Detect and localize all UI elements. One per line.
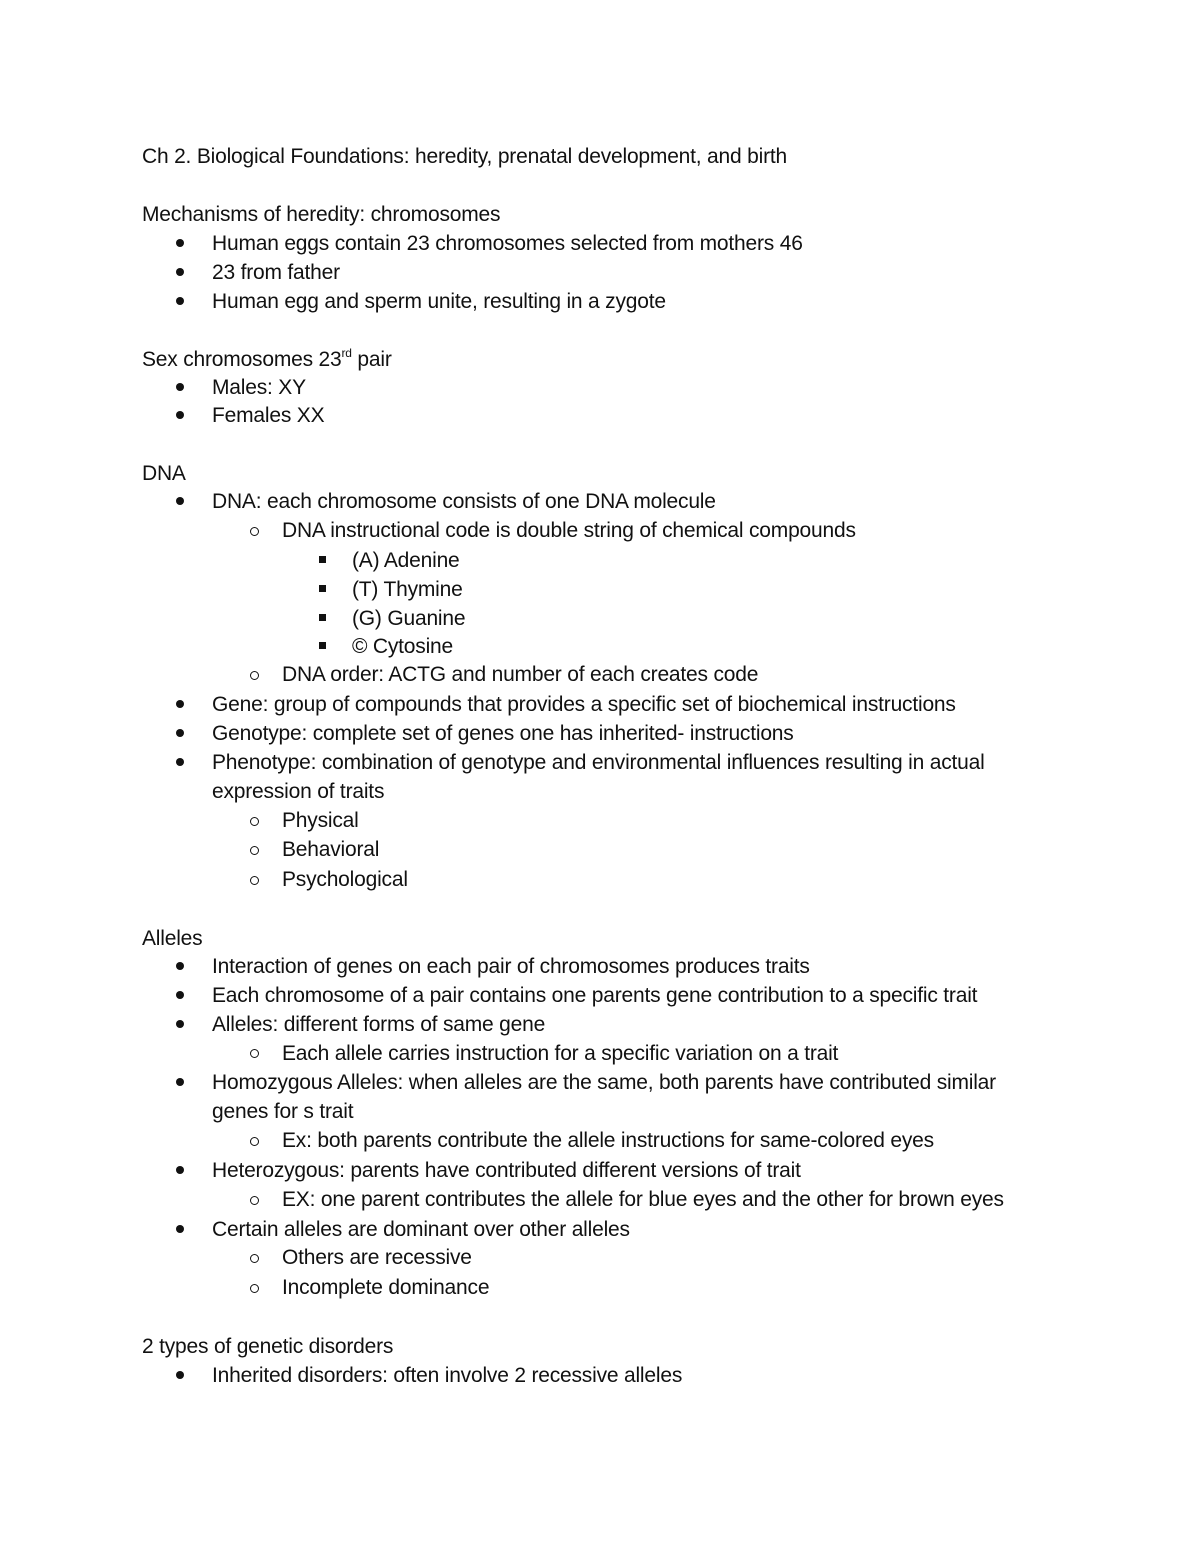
bullet-square bbox=[319, 642, 326, 649]
heading-heredity: Mechanisms of heredity: chromosomes bbox=[142, 203, 501, 226]
list-item: Each chromosome of a pair contains one parents gene contribution to a specific trait bbox=[212, 984, 978, 1007]
bullet-circle bbox=[250, 817, 259, 826]
bullet-circle bbox=[250, 1049, 259, 1058]
list-item: 23 from father bbox=[212, 261, 340, 284]
heading-sex-chromosomes: Sex chromosomes 23rd pair bbox=[142, 346, 392, 371]
list-item: Genotype: complete set of genes one has inherited- instructions bbox=[212, 722, 794, 745]
bullet-dot bbox=[176, 1371, 184, 1379]
bullet-dot bbox=[176, 1078, 184, 1086]
list-item: Human egg and sperm unite, resulting in a zygote bbox=[212, 290, 666, 313]
bullet-dot bbox=[176, 268, 184, 276]
list-subitem: Physical bbox=[282, 809, 359, 832]
heading-alleles: Alleles bbox=[142, 927, 203, 950]
list-item: Inherited disorders: often involve 2 recessive alleles bbox=[212, 1364, 683, 1387]
list-subitem: DNA order: ACTG and number of each creates code bbox=[282, 663, 759, 686]
list-item-continuation: genes for s trait bbox=[212, 1100, 354, 1123]
bullet-dot bbox=[176, 411, 184, 419]
bullet-dot bbox=[176, 383, 184, 391]
bullet-dot bbox=[176, 991, 184, 999]
list-subsubitem: © Cytosine bbox=[352, 635, 454, 658]
bullet-dot bbox=[176, 962, 184, 970]
bullet-dot bbox=[176, 297, 184, 305]
heading-genetic-disorders: 2 types of genetic disorders bbox=[142, 1335, 394, 1358]
list-subsubitem: (A) Adenine bbox=[352, 549, 460, 572]
bullet-circle bbox=[250, 876, 259, 885]
list-subitem: Behavioral bbox=[282, 838, 380, 861]
bullet-circle bbox=[250, 1137, 259, 1146]
bullet-dot bbox=[176, 1020, 184, 1028]
list-item: Certain alleles are dominant over other alleles bbox=[212, 1218, 630, 1241]
list-item-continuation: expression of traits bbox=[212, 780, 385, 803]
list-item: Homozygous Alleles: when alleles are the same, both parents have contributed similar bbox=[212, 1071, 996, 1094]
list-item: Phenotype: combination of genotype and environmental influences resulting in actual bbox=[212, 751, 985, 774]
bullet-circle bbox=[250, 846, 259, 855]
bullet-dot bbox=[176, 1166, 184, 1174]
bullet-dot bbox=[176, 497, 184, 505]
list-subitem: Incomplete dominance bbox=[282, 1276, 490, 1299]
bullet-circle bbox=[250, 1254, 259, 1263]
bullet-dot bbox=[176, 758, 184, 766]
list-subitem: EX: one parent contributes the allele for blue eyes and the other for brown eyes bbox=[282, 1188, 1004, 1211]
bullet-dot bbox=[176, 239, 184, 247]
list-item: Human eggs contain 23 chromosomes selected from mothers 46 bbox=[212, 232, 803, 255]
list-subitem: Others are recessive bbox=[282, 1246, 472, 1269]
page-title: Ch 2. Biological Foundations: heredity, prenatal development, and birth bbox=[142, 145, 787, 168]
list-subsubitem: (T) Thymine bbox=[352, 578, 463, 601]
list-item: DNA: each chromosome consists of one DNA molecule bbox=[212, 490, 716, 513]
bullet-circle bbox=[250, 671, 259, 680]
list-item: Alleles: different forms of same gene bbox=[212, 1013, 546, 1036]
list-item: Males: XY bbox=[212, 376, 306, 399]
bullet-dot bbox=[176, 729, 184, 737]
list-subitem: Each allele carries instruction for a specific variation on a trait bbox=[282, 1042, 839, 1065]
bullet-square bbox=[319, 556, 326, 563]
list-subitem: Psychological bbox=[282, 868, 408, 891]
list-item: Heterozygous: parents have contributed different versions of trait bbox=[212, 1159, 801, 1182]
list-item: Females XX bbox=[212, 404, 325, 427]
heading-dna: DNA bbox=[142, 462, 186, 485]
bullet-circle bbox=[250, 1196, 259, 1205]
bullet-circle bbox=[250, 527, 259, 536]
list-subitem: Ex: both parents contribute the allele instructions for same-colored eyes bbox=[282, 1129, 934, 1152]
bullet-dot bbox=[176, 1225, 184, 1233]
list-item: Interaction of genes on each pair of chromosomes produces traits bbox=[212, 955, 810, 978]
bullet-square bbox=[319, 585, 326, 592]
bullet-dot bbox=[176, 700, 184, 708]
list-subsubitem: (G) Guanine bbox=[352, 607, 466, 630]
list-item: Gene: group of compounds that provides a specific set of biochemical instructions bbox=[212, 693, 956, 716]
bullet-square bbox=[319, 614, 326, 621]
list-subitem: DNA instructional code is double string of chemical compounds bbox=[282, 519, 856, 542]
bullet-circle bbox=[250, 1284, 259, 1293]
